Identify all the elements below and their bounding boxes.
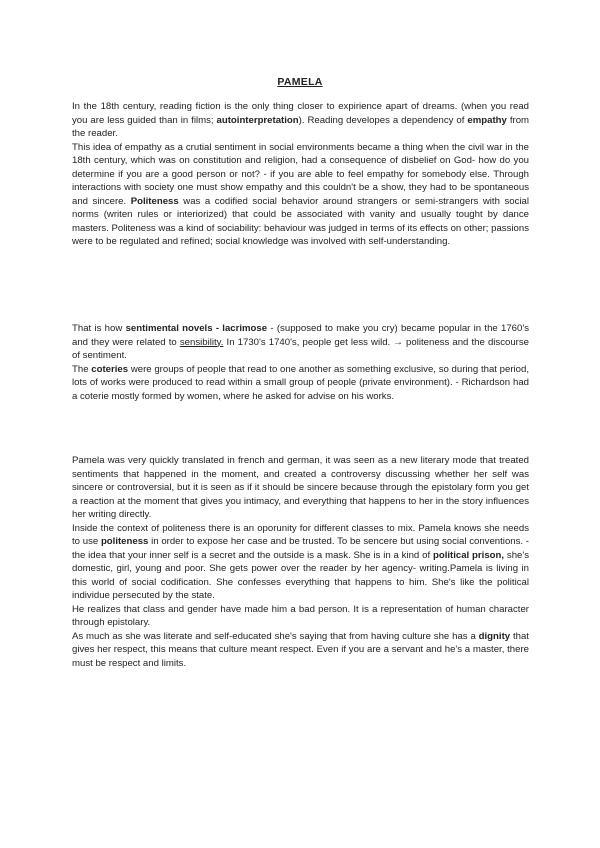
text-run: That is how bbox=[72, 323, 123, 334]
bold-term-autointerpretation: autointerpretation bbox=[216, 114, 299, 126]
text-run: This idea of empathy as a crutial sentiment in social environments became a thing when the civil war in the 18th century, which was on constitution and religion, had a consequence of disbelief on God- how do you determine if you are a good person or not? - if you are able to feel empathy for somebody else. Through interactions with society one must show empathy and this couldn't be a show, they had to be spontaneous and sincere. bbox=[72, 141, 529, 207]
paragraph-class-gender: He realizes that class and gender have made him a bad person. It is a representation of human character through epistolary. bbox=[72, 603, 529, 628]
bold-term-empathy: empathy bbox=[467, 114, 507, 126]
paragraph-reading-fiction bbox=[72, 100, 529, 141]
paragraph-dignity bbox=[72, 630, 529, 671]
text-run: Inside the context of politeness there is an oporunity for different classes to mix. Pamela knows she needs to use bbox=[72, 522, 529, 547]
text-run: - (supposed to make you cry) became popular in the 1760's and they were related to bbox=[72, 323, 529, 348]
text-run: were groups of people that read to one another as something exclusive, so during that period, lots of works were produced to read within a small group of people (private environment). - Richardson had a coterie mostly formed by women, where he asked for advise on his works. bbox=[72, 363, 530, 402]
page-title: PAMELA bbox=[277, 76, 323, 88]
text-run: The bbox=[72, 363, 89, 375]
section-sentimental-novels bbox=[72, 322, 529, 403]
text-run: In 1730's 1740's, people get less wild. → politeness and the discourse of sentiment. bbox=[72, 336, 529, 361]
bold-term-dignity: dignity bbox=[478, 630, 511, 642]
underlined-term-sensibility: sensibility. bbox=[179, 336, 224, 348]
text-run: she's domestic, girl, young and poor. She gets power over the reader by her agency- writing.Pamela is living in this world of social codification. She confesses everything that happens to him. She's like the political individue persecuted by the state. bbox=[72, 549, 529, 601]
paragraph-translation: Pamela was very quickly translated in french and german, it was seen as a new literary mode that treated sentiments that happened in the moment, and created a controversy discussing whether her self was sincere or controversial, but it is seen as if it should be sincere because through the epistolary form you get a reaction at the moment that gives you intimacy, and everything that happens to her in the story influences her writing directly. bbox=[72, 455, 529, 520]
section-intro bbox=[72, 100, 529, 249]
bold-term-sentimental-novels: sentimental novels - lacrimose bbox=[125, 323, 268, 334]
text-run: As much as she was literate and self-educated she's saying that from having culture she has a bbox=[72, 630, 476, 642]
paragraph-politeness-context bbox=[72, 522, 529, 603]
text-run: was a codified social behavior around strangers or semi-strangers with social norms (writen rules or interiorized) that could be associated with vanity and usually tought by dance masters. Politeness was a kind of sociability: behaviour was judged in terms of its effects on other; passions were to be regulated and refined; social knowledge was involved with self-understanding. bbox=[72, 195, 530, 247]
text-run: in order to expose her case and be trusted. To be sencere but using social conventions. - the idea that your inner self is a secret and the outside is a mask. She is in a kind of bbox=[72, 536, 529, 561]
bold-term-coteries: coteries bbox=[91, 363, 129, 375]
paragraph-coteries bbox=[72, 363, 529, 404]
text-run: In the 18th century, reading fiction is the only thing closer to expirience apart of dreams. (when you read you are less guided than in films; bbox=[72, 101, 529, 126]
bold-term-political-prison: political prison, bbox=[432, 549, 505, 561]
text-run: from the reader. bbox=[72, 114, 530, 139]
paragraph-sentimental-novels bbox=[72, 322, 529, 363]
text-run: that gives her respect, this means that culture meant respect. Even if you are a servant and he's a master, there must be respect and limits. bbox=[72, 630, 529, 669]
text-run: ). Reading developes a dependency of bbox=[298, 114, 465, 126]
bold-term-politeness: Politeness bbox=[130, 195, 179, 207]
bold-term-politeness: politeness bbox=[100, 536, 149, 547]
paragraph-empathy-politeness bbox=[72, 141, 529, 249]
section-pamela bbox=[72, 454, 529, 670]
